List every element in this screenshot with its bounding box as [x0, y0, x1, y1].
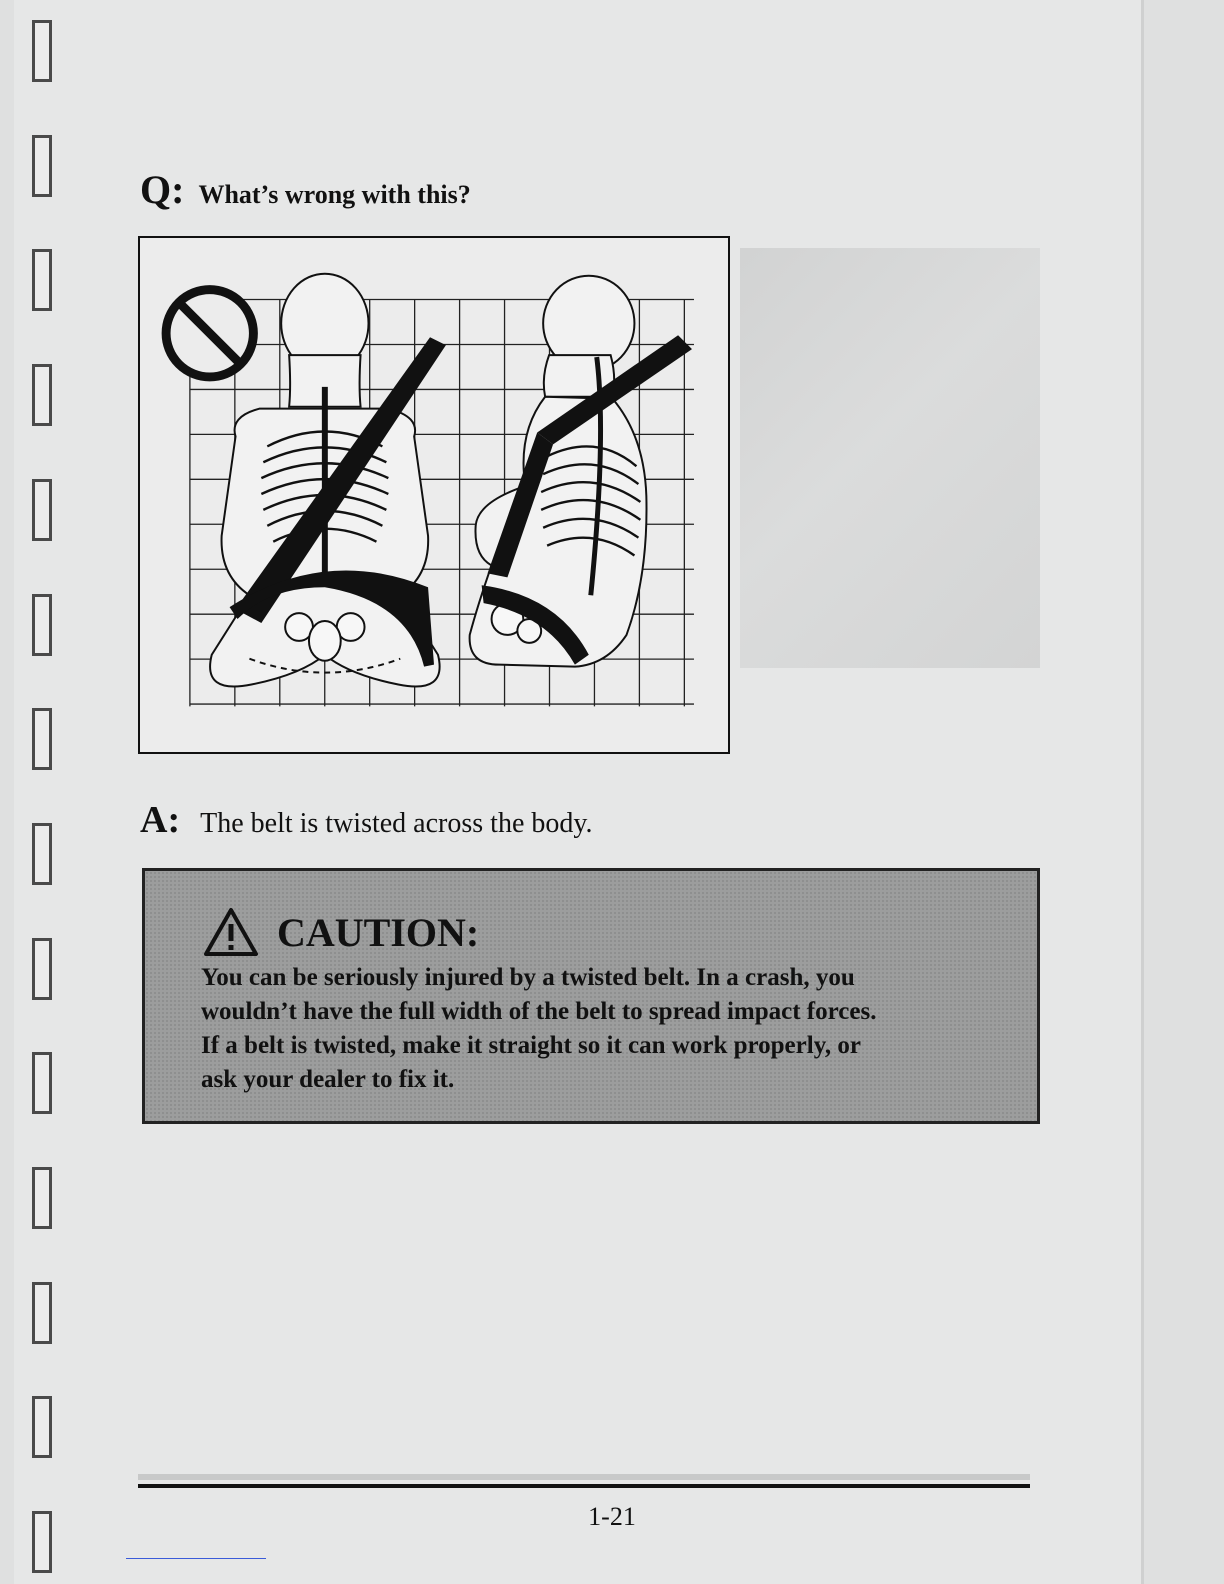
caution-line: If a belt is twisted, make it straight so it can work properly, or: [201, 1032, 861, 1059]
question-label: Q:: [140, 167, 185, 212]
footer-rule: [138, 1484, 1030, 1488]
answer: [140, 798, 593, 842]
side-view-skeleton: [470, 276, 647, 667]
caution-text: [201, 961, 1001, 1097]
binding-hole: [32, 249, 52, 311]
binding-hole: [32, 708, 52, 770]
link-underline: [126, 1558, 266, 1559]
binding-hole: [32, 1282, 52, 1344]
binding-hole: [32, 938, 52, 1000]
caution-line: You can be seriously injured by a twisted belt. In a crash, you: [201, 964, 855, 991]
caution-title: CAUTION:: [277, 909, 480, 955]
binding-hole: [32, 594, 52, 656]
illustration-svg: [140, 238, 728, 752]
caution-line: wouldn’t have the full width of the belt to spread impact forces.: [201, 998, 877, 1025]
question-text: What’s wrong with this?: [198, 180, 471, 209]
warning-triangle-icon: [203, 907, 259, 957]
binding-hole: [32, 135, 52, 197]
binding-hole: [32, 1052, 52, 1114]
no-symbol-icon: [166, 290, 253, 377]
binding-hole: [32, 1167, 52, 1229]
caution-box: [142, 868, 1040, 1124]
binding-hole: [32, 479, 52, 541]
binding-hole: [32, 20, 52, 82]
binding-hole: [32, 1396, 52, 1458]
binding-holes: [32, 20, 58, 1584]
caution-header: [203, 907, 479, 957]
answer-text: The belt is twisted across the body.: [200, 808, 593, 839]
answer-label: A:: [140, 799, 181, 841]
footer-rule-shadow: [138, 1474, 1030, 1480]
binding-hole: [32, 823, 52, 885]
binding-hole: [32, 364, 52, 426]
page-number: 1-21: [588, 1502, 636, 1531]
question: [140, 166, 471, 213]
caution-line: ask your dealer to fix it.: [201, 1066, 455, 1093]
twisted-belt-illustration: [138, 236, 730, 754]
bleed-through-photo: [740, 248, 1040, 668]
